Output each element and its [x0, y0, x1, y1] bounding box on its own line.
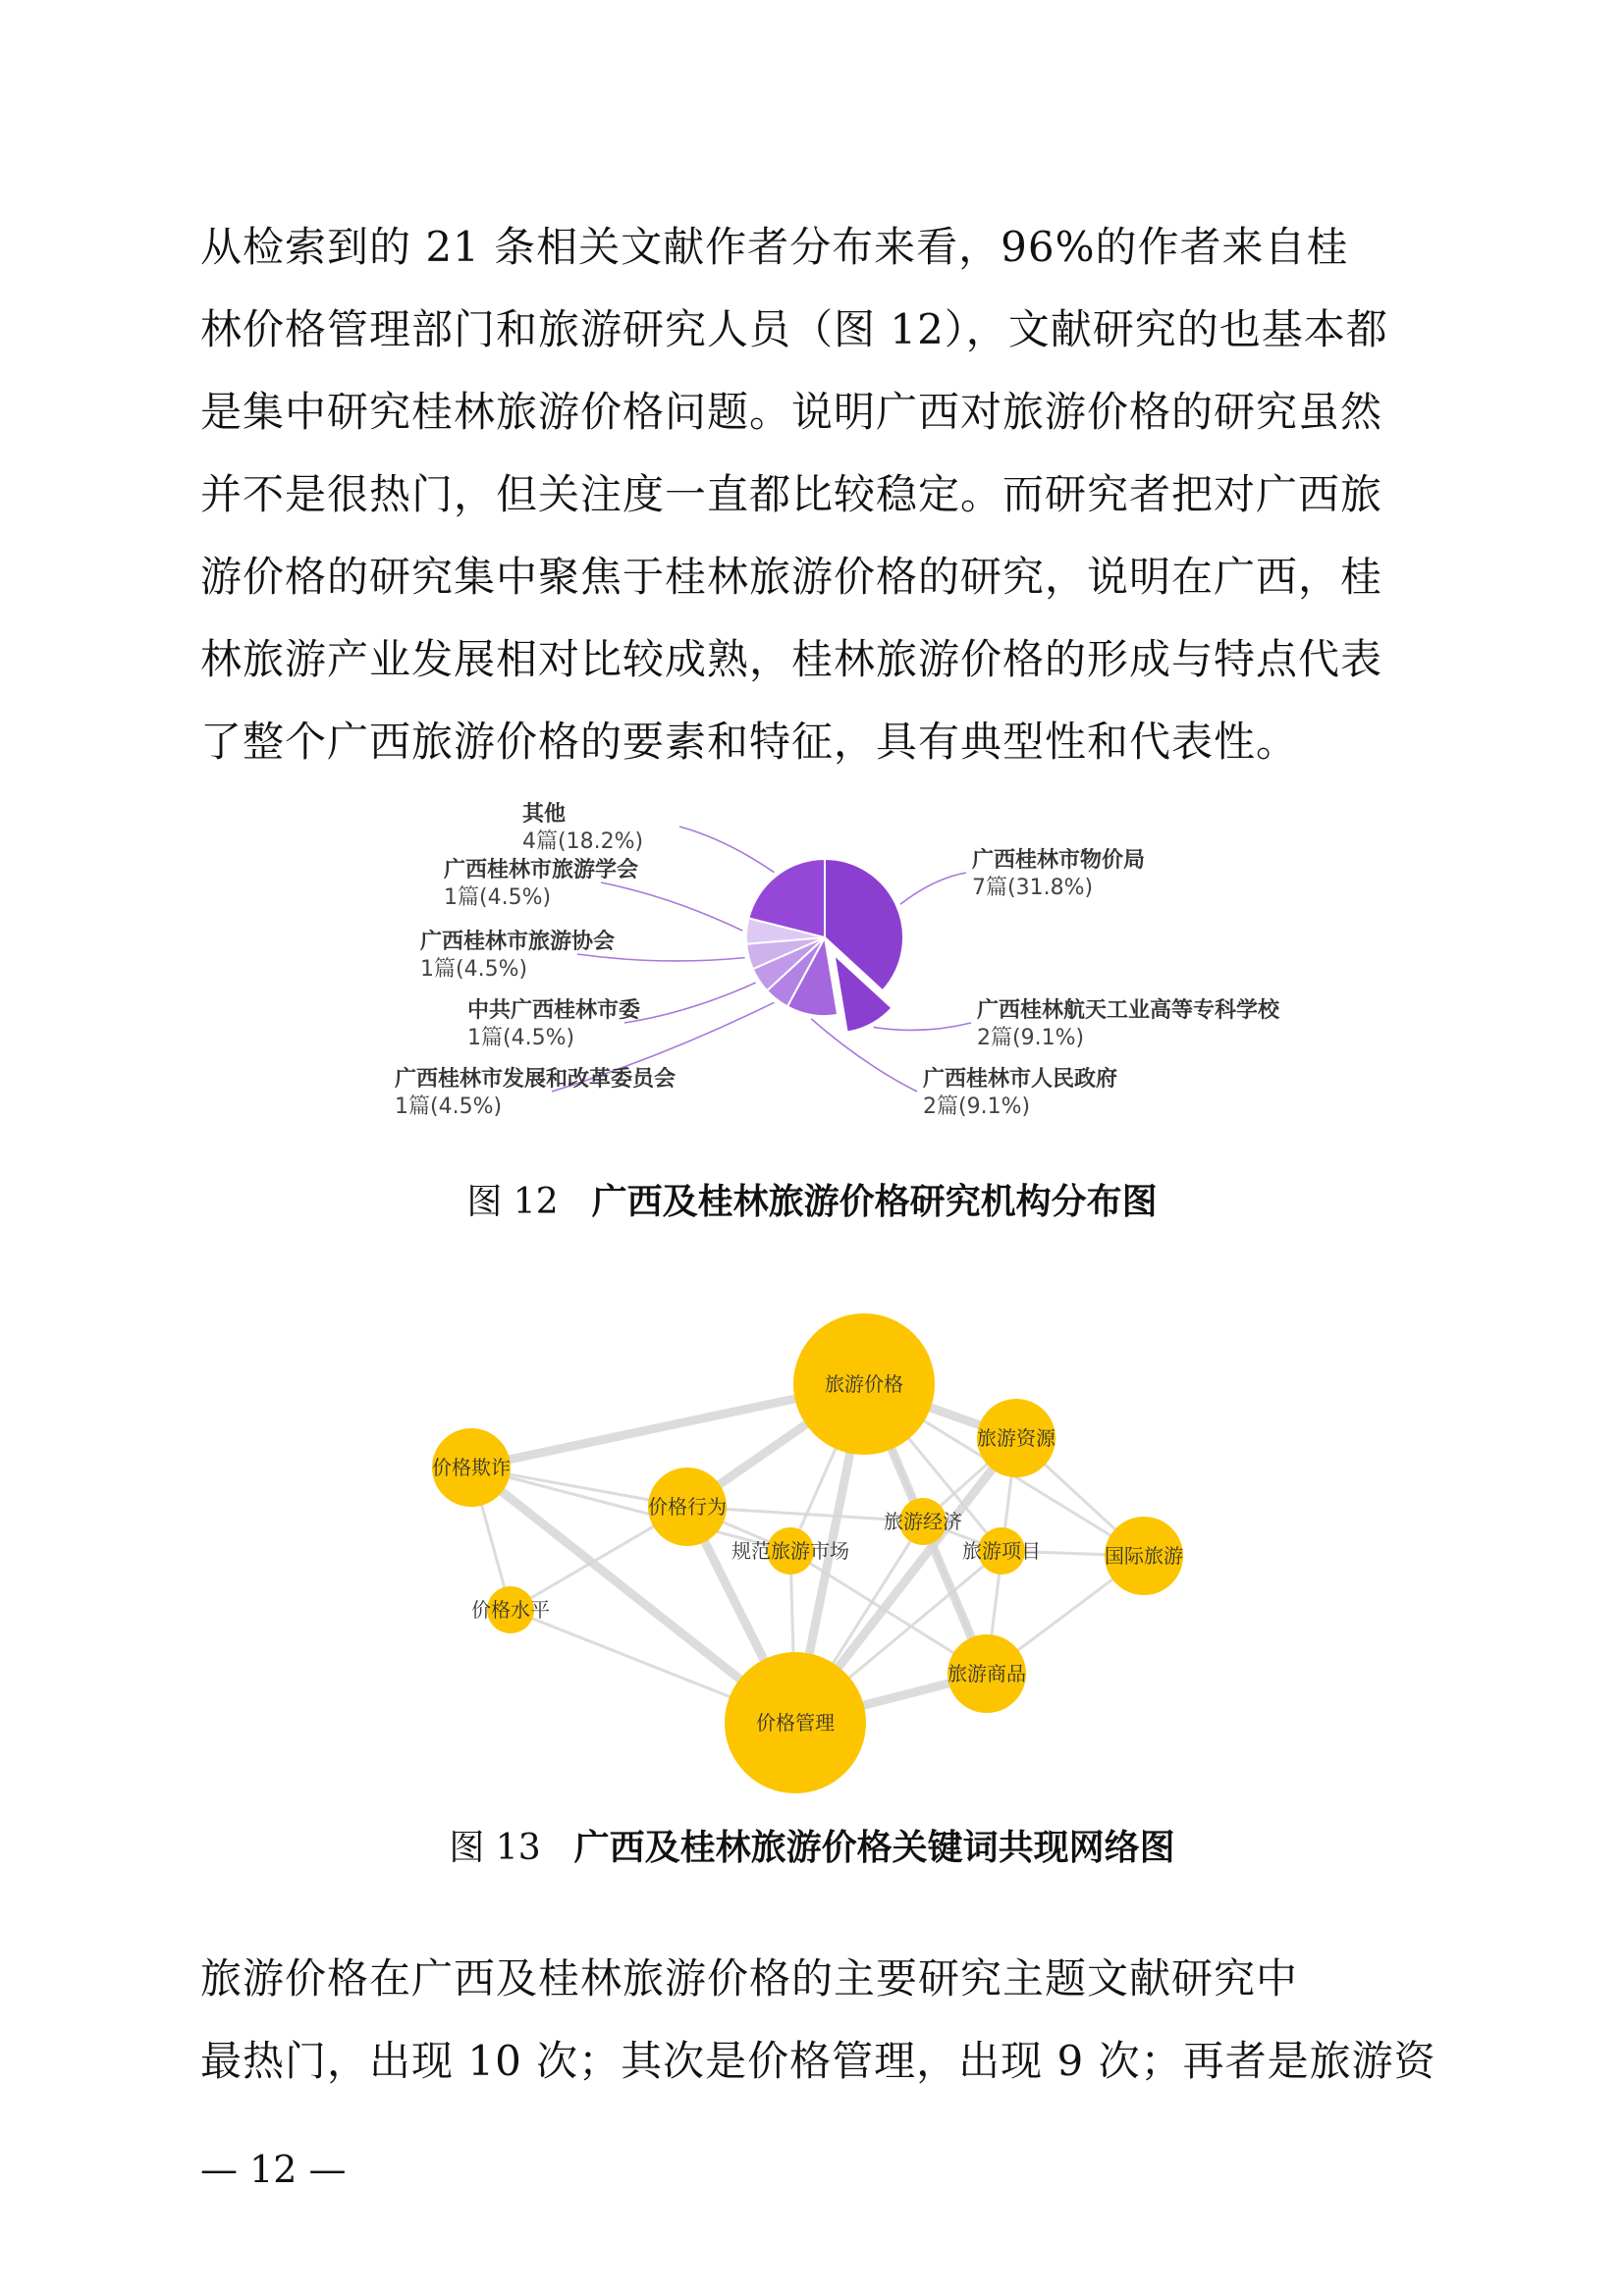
slice-label: 其他 [522, 802, 567, 827]
slice-value: 4篇(18.2%) [522, 829, 644, 854]
node-label: 价格管理 [756, 1711, 835, 1735]
node-label: 国际旅游 [1105, 1544, 1183, 1568]
slice-label: 广西桂林航天工业高等专科学校 [977, 998, 1280, 1023]
figure-title: 广西及桂林旅游价格研究机构分布图 [591, 1182, 1158, 1222]
leader-line [624, 983, 756, 1023]
slice-label: 广西桂林市人民政府 [923, 1067, 1118, 1092]
leader-line [577, 954, 745, 961]
figure-number: 图 12 [466, 1182, 559, 1222]
slice-label: 广西桂林市发展和改革委员会 [395, 1067, 677, 1092]
text-line: 游价格的研究集中聚焦于桂林旅游价格的研究，说明在广西，桂 [200, 553, 1383, 601]
leader-line [679, 827, 774, 873]
page-number: — 12 — [200, 2148, 347, 2191]
text-line: 从检索到的 21 条相关文献作者分布来看，96%的作者来自桂 [200, 223, 1349, 271]
paragraph-1 [200, 206, 1428, 783]
text-line: 了整个广西旅游价格的要素和特征，具有典型性和代表性。 [200, 718, 1299, 766]
node-label: 旅游资源 [977, 1426, 1056, 1450]
slice-value: 7篇(31.8%) [972, 876, 1094, 900]
node-label: 规范旅游市场 [731, 1539, 849, 1563]
slice-value: 1篇(4.5%) [420, 957, 528, 982]
figure-12-caption [0, 1174, 1624, 1224]
figure-13-caption [0, 1820, 1624, 1870]
leader-line [873, 1023, 971, 1030]
slice-value: 1篇(4.5%) [395, 1095, 503, 1119]
slice-label: 广西桂林市旅游协会 [420, 930, 616, 954]
slice-value: 2篇(9.1%) [923, 1095, 1031, 1119]
text-line: 是集中研究桂林旅游价格问题。说明广西对旅游价格的研究虽然 [200, 388, 1383, 436]
slice-value: 1篇(4.5%) [467, 1026, 575, 1050]
slice-label: 广西桂林市旅游学会 [444, 858, 639, 882]
node-label: 旅游项目 [962, 1539, 1041, 1563]
node-label: 旅游商品 [947, 1662, 1026, 1685]
node-label: 旅游价格 [825, 1372, 903, 1396]
leader-line [900, 873, 966, 904]
node-label: 价格水平 [471, 1598, 550, 1622]
text-line: 最热门，出现 10 次；其次是价格管理，出现 9 次；再者是旅游资 [200, 2037, 1436, 2085]
node-label: 价格行为 [648, 1495, 727, 1519]
text-line: 林旅游产业发展相对比较成熟，桂林旅游价格的形成与特点代表 [200, 635, 1383, 683]
slice-value: 2篇(9.1%) [977, 1026, 1085, 1050]
figure-title: 广西及桂林旅游价格关键词共现网络图 [573, 1828, 1175, 1868]
node-label: 价格欺诈 [432, 1456, 511, 1479]
text-line: 旅游价格在广西及桂林旅游价格的主要研究主题文献研究中 [200, 1954, 1299, 2002]
institution-pie-chart [373, 800, 1355, 1153]
keyword-network-chart [412, 1301, 1218, 1811]
paragraph-2 [200, 1938, 1436, 2103]
leader-line [601, 882, 742, 931]
slice-label: 中共广西桂林市委 [467, 998, 641, 1023]
node-label: 旅游经济 [884, 1510, 962, 1533]
slice-value: 1篇(4.5%) [444, 885, 552, 910]
text-line: 林价格管理部门和旅游研究人员（图 12），文献研究的也基本都 [200, 305, 1388, 353]
figure-number: 图 13 [449, 1828, 541, 1868]
slice-label: 广西桂林市物价局 [972, 848, 1146, 873]
text-line: 并不是很热门，但关注度一直都比较稳定。而研究者把对广西旅 [200, 470, 1383, 518]
